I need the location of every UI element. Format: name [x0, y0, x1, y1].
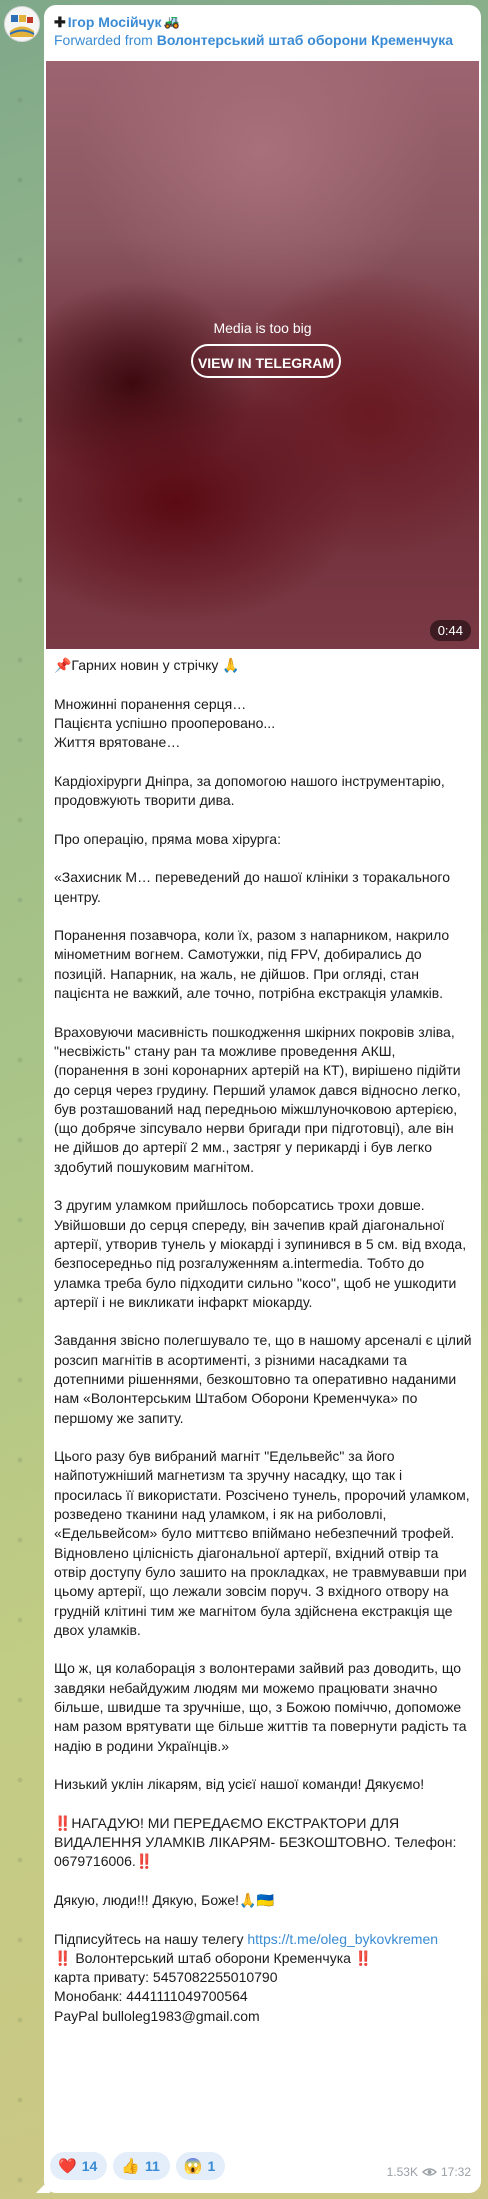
text-l4: Монобанк: 4441111049700564 [54, 1988, 248, 2005]
text-l2: ‼️ Волонтерський штаб оборони Кременчука ‼️ [54, 1949, 373, 1966]
message-meta [387, 2165, 471, 2179]
subscribe-label: Підписуйтесь на нашу телегу [54, 1930, 248, 1947]
reactions-bar [50, 2152, 225, 2180]
forwarded-source[interactable]: Волонтерський штаб оборони Кременчука [156, 32, 454, 48]
avatar[interactable] [4, 6, 40, 42]
message-text [54, 656, 472, 2026]
text-p2c: Життя врятоване… [54, 734, 181, 751]
text-l5: PayPal bulloleg1983@gmail.com [54, 2007, 260, 2024]
author-name[interactable]: Ігор Мосійчук [67, 14, 162, 30]
telegram-link[interactable]: https://t.me/oleg_bykovkremen [247, 1930, 439, 1947]
forwarded-label: Forwarded from [54, 32, 153, 48]
video-duration: 0:44 [430, 620, 471, 641]
message-header [54, 13, 471, 49]
reaction-count: 11 [144, 2158, 160, 2174]
text-p11: Що ж, ця колаборація з волонтерами зайвий раз доводить, що завдяки небайдужим людям ми можемо працювати значно більше, швидше та зручніше, що, з Божою поміччю, допоможе нам разом врятувати ще більше життів та повернути радість та надію в родини Українців.» [54, 1660, 467, 1754]
scream-icon: 😱 [183, 2158, 203, 2175]
text-p2a: Множинні поранення серця… [54, 695, 247, 712]
text-l3: карта привату: 5457082255010790 [54, 1969, 278, 1986]
message-bubble[interactable] [44, 5, 481, 2193]
media-too-big-note: Media is too big [213, 320, 312, 336]
video-preview[interactable] [46, 61, 479, 649]
heart-icon: ❤️ [58, 2158, 77, 2175]
author-row[interactable] [54, 13, 471, 31]
subscribe-line [54, 1930, 472, 1949]
text-p3: Кардіохірурги Дніпра, за допомогою нашого інструментарію, продовжують творити дива. [54, 772, 445, 809]
text-p4: Про операцію, пряма мова хірурга: [54, 830, 281, 847]
text-p1: 📌Гарних новин у стрічку 🙏 [54, 657, 240, 673]
eye-icon [422, 2167, 437, 2177]
text-p9: Завдання звісно полегшувало те, що в нашому арсеналі є цілий розсип магнітів в асортименті, з різними насадками та дотепними рішеннями, безкоштовно та оперативно наданими нам «Волонтерським Штабом Оборони Кременчука» по першому же запиту. [54, 1332, 472, 1426]
reaction-heart[interactable] [50, 2152, 107, 2180]
text-p14: Дякую, люди!!! Дякую, Боже!🙏🇺🇦 [54, 1892, 274, 1908]
view-in-telegram-button[interactable]: VIEW IN TELEGRAM [191, 344, 341, 378]
view-count: 1.53K [386, 2165, 418, 2179]
avatar-image [5, 7, 39, 41]
reaction-thumbs-up[interactable] [113, 2152, 170, 2180]
text-p5: «Захисник М… переведений до нашої клініки з торакального центру. [54, 869, 450, 905]
reaction-count: 14 [81, 2158, 98, 2174]
text-p6: Поранення позавчора, коли їх, разом з напарником, накрило мінометним вогнем. Самотужки, під FPV, добирались до позицій. Напарник, на жаль, не дійшов. При огляді, стан пацієнта не важкий, але точно, потрібна екстракція уламків. [54, 927, 450, 1002]
text-p12: Низький уклін лікарям, від усієї нашої команди! Дякуємо! [54, 1776, 425, 1793]
text-p2b: Пацієнта успішно прооперовано... [54, 714, 276, 731]
reaction-scream[interactable] [176, 2152, 225, 2180]
text-p7: Враховуючи масивність пошкодження шкірних покровів зліва, "несвіжість" стану ран та можливе проведення АКШ, (поранення в зоні коронарних артерій на КТ), вирішено підійти до серця через грудину. Перший уламок дався відносно легко, був розташований над передньою міжшлуночковою артерією, (що добряче зіпсувало нерви бригади при підготовці), але він не дійшов до артерії 2 мм., застряг у перикарді і був легко здобутий пошуковим магнітом. [54, 1023, 461, 1175]
message-time: 17:32 [440, 2165, 471, 2179]
text-p10: Цього разу був вибраний магніт "Едельвейс" за його найпотужніший магнетизм та зручну насадку, що так і просилась її використати. Розсічено тунель, пророчий уламком, розведено тканини над уламком, і як на риболовлі, «Едельвейсом» було миттєво впіймано небезпечний трофей. Відновлено цілісність діагональної артерії, вхідний отвір та отвір доступу було зашито на прокладках, не травмувавши при цьому артерії, що лежали зовсім поруч. З вхідного отвору на грудній клітині тим же магнітом була здійснена екстракція ще двох уламків. [54, 1448, 470, 1638]
thumbs-up-icon: 👍 [121, 2158, 140, 2175]
cross-icon: ✚ [54, 14, 66, 30]
tractor-icon: 🚜 [163, 14, 180, 29]
forwarded-line[interactable] [54, 31, 471, 49]
text-p8: З другим уламком прийшлось поборсатись трохи довше. Увійшовши до серця спереду, він зачепив край діагональної артерії, утворив тунель у міокарді і зупинився в 5 см. від входа, безпосередньо під розгалуженням a.intermedia. Тобто до уламка треба було підходити сильно "косо", щоб не ушкодити артерії і не викликати інфаркт міокарду. [54, 1197, 467, 1310]
reaction-count: 1 [207, 2158, 216, 2174]
text-p13: ‼️НАГАДУЮ! МИ ПЕРЕДАЄМО ЕКСТРАКТОРИ ДЛЯ ВИДАЛЕННЯ УЛАМКІВ ЛІКАРЯМ- БЕЗКОШТОВНО. Телефон: 0679716006.‼️ [54, 1814, 457, 1870]
